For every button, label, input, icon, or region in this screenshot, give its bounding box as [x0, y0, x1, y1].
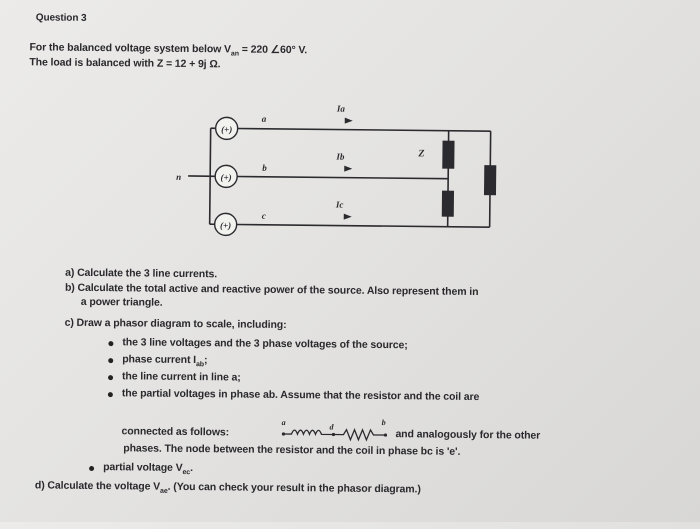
svg-text:b: b [382, 418, 386, 427]
bullet-marker [108, 375, 113, 380]
bullet-marker [89, 466, 94, 471]
current-a-arrow [336, 104, 353, 124]
connection-line-2: phases. The node between the resistor and the coil in phase bc is 'e'. [123, 442, 460, 459]
item-c-bullet-3: the line current in line a; [122, 370, 241, 384]
svg-text:Ic: Ic [335, 200, 344, 210]
resistor-coil-symbol [277, 415, 391, 442]
node-n-label: n [176, 172, 181, 182]
current-b-arrow [335, 152, 352, 172]
item-b-line-2: a power triangle. [81, 296, 163, 310]
svg-text:(+): (+) [220, 220, 231, 230]
svg-text:a: a [282, 418, 286, 427]
item-a: a) Calculate the 3 line currents. [65, 267, 217, 282]
bullet-marker [108, 392, 113, 397]
resistor-icon [333, 430, 385, 441]
connection-line-1: connected as follows: [121, 425, 229, 439]
load-impedance-ab [442, 141, 454, 169]
line-a-wire [238, 128, 491, 131]
load-impedance-ca [484, 165, 496, 195]
load-label: Z [417, 148, 424, 159]
item-c-bullet-1: the 3 line voltages and the 3 phase voltages of the source; [122, 336, 407, 352]
bullet-marker [108, 341, 113, 346]
node-b-label: b [262, 163, 267, 173]
connection-line-1-suffix: and analogously for the other [395, 428, 540, 443]
current-c-arrow [335, 200, 352, 220]
load-impedance-bc [442, 191, 454, 217]
partial-voltage-item: partial voltage $V_{ec}$. [103, 461, 193, 479]
svg-text:(+): (+) [221, 124, 232, 134]
bullet-marker [108, 358, 113, 363]
item-c-bullet-2: phase current $I_{ab}$; [122, 353, 207, 371]
source-c [215, 213, 237, 235]
intro-line-2: The load is balanced with Z = 12 + 9j Ω. [29, 56, 220, 71]
line-b-wire [237, 176, 448, 178]
svg-text:(+): (+) [221, 172, 232, 182]
svg-text:d: d [329, 422, 334, 431]
item-b-line-1: b) Calculate the total active and reactive power of the source. Also represent them in [65, 282, 479, 299]
intro-line-1: For the balanced voltage system below $V_{an} = 220$ ∠60° V. [29, 41, 307, 61]
circuit-diagram [147, 92, 549, 266]
item-c-bullet-4: the partial voltages in phase ab. Assume that the resistor and the coil are [122, 387, 480, 404]
node-c-label: c [262, 211, 266, 221]
item-c: c) Draw a phasor diagram to scale, including: [65, 317, 287, 332]
source-a [216, 117, 238, 139]
coil-icon [283, 430, 333, 435]
item-d: d) Calculate the voltage $V_{ae}$. (You can check your result in the phasor diagram.) [35, 479, 421, 500]
line-c-wire [237, 224, 490, 227]
node-a-label: a [262, 114, 267, 124]
source-b [215, 165, 237, 187]
svg-text:Ia: Ia [336, 104, 346, 114]
question-heading: Question 3 [36, 11, 87, 25]
svg-text:Ib: Ib [335, 152, 345, 162]
